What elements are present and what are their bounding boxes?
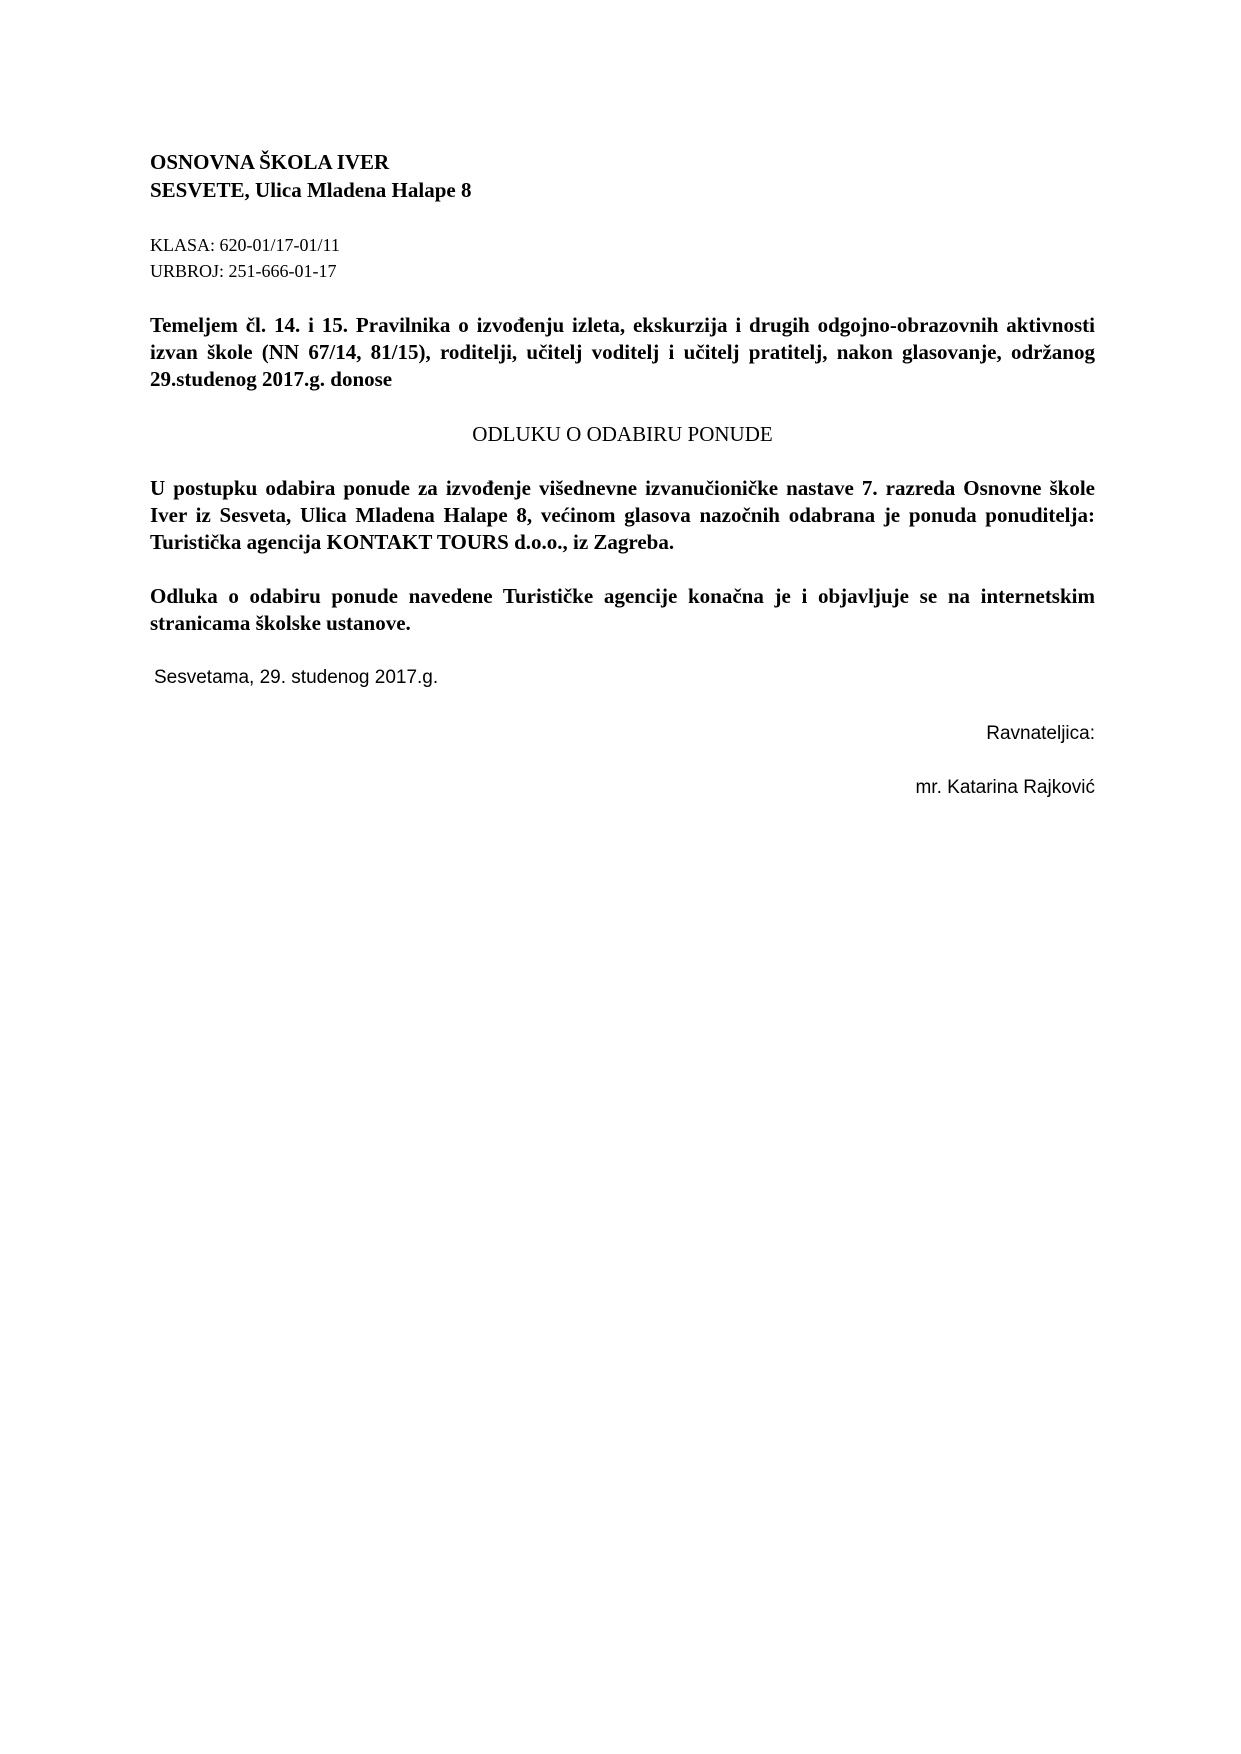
place-and-date: Sesvetama, 29. studenog 2017.g.: [154, 667, 439, 688]
urbroj-number: URBROJ: 251-666-01-17: [150, 261, 337, 281]
klasa-number: KLASA: 620-01/17-01/11: [150, 235, 340, 255]
decision-paragraph-2: Odluka o odabiru ponude navedene Turističke agencije konačna je i objavljuje se na internetskim stranicama školske ustanove.: [150, 584, 1095, 635]
school-address: SESVETE, Ulica Mladena Halape 8: [150, 178, 472, 202]
legal-preamble: Temeljem čl. 14. i 15. Pravilnika o izvođenju izleta, ekskurzija i drugih odgojno-obrazovnih aktivnosti izvan škole (NN 67/14, 81/15), roditelji, učitelj voditelj i učitelj pratitelj, nakon glasovanje, održanog 29.studenog 2017.g. donose: [150, 313, 1095, 391]
document-page: [150, 148, 1095, 801]
decision-paragraph-1: U postupku odabira ponude za izvođenje višednevne izvanučioničke nastave 7. razreda Osnovne škole Iver iz Sesveta, Ulica Mladena Halape 8, većinom glasova nazočnih odabrana je ponuda ponuditelja: Turistička agencija KONTAKT TOURS d.o.o., iz Zagreba.: [150, 476, 1095, 554]
reference-block: [150, 232, 1095, 284]
letterhead: [150, 148, 1095, 204]
signature-name: mr. Katarina Rajković: [915, 777, 1095, 798]
decision-title: ODLUKU O ODABIRU PONUDE: [472, 422, 773, 446]
school-name: OSNOVNA ŠKOLA IVER: [150, 150, 390, 174]
signature-title: Ravnateljica:: [986, 723, 1095, 744]
